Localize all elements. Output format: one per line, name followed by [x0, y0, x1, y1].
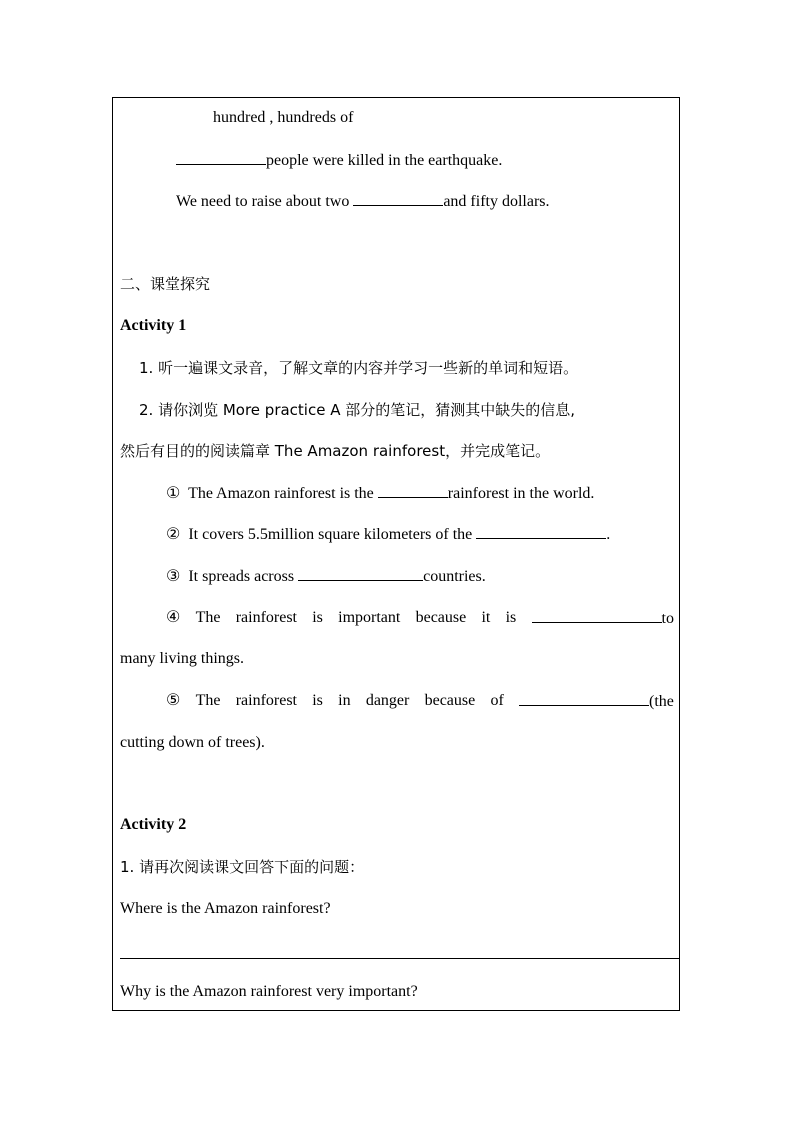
note-text: It covers 5.5million square kilometers of the [188, 526, 477, 543]
note-word: rainforest [235, 692, 297, 709]
note-text: . [606, 526, 611, 543]
activity-1-title: Activity 1 [120, 317, 187, 334]
activity-2-title: Activity 2 [120, 816, 187, 833]
vocab-example-1 [176, 150, 502, 171]
example-text: and fifty dollars. [443, 193, 550, 210]
question-1: Where is the Amazon rainforest? [120, 900, 331, 917]
activity-1-item-2-line-1: 2. 请你浏览 More practice A 部分的笔记，猜测其中缺失的信息, [139, 401, 576, 419]
note-5-line-1 [166, 691, 674, 712]
note-word: is [312, 609, 323, 626]
example-text: people were killed in the earthquake. [266, 152, 503, 169]
vocab-heading: hundred , hundreds of [213, 109, 354, 126]
note-word: danger [365, 692, 410, 709]
note-word: is [312, 692, 323, 709]
fill-blank[interactable] [519, 691, 649, 706]
note-word: it [481, 609, 491, 626]
note-5-line-2: cutting down of trees). [120, 734, 265, 751]
activity-1-item-1: 1. 听一遍课文录音，了解文章的内容并学习一些新的单词和短语。 [139, 359, 579, 377]
note-marker: ③ [166, 568, 181, 585]
note-word: of [490, 692, 504, 709]
section-title: 二、课堂探究 [120, 275, 211, 293]
note-text: The Amazon rainforest is the [188, 485, 378, 502]
note-text: It spreads across [188, 568, 299, 585]
note-1 [166, 483, 594, 504]
note-4-line-2: many living things. [120, 650, 244, 667]
note-4-line-1 [166, 608, 674, 629]
note-3 [166, 566, 486, 587]
note-word: The [195, 609, 221, 626]
note-marker: ④ [166, 609, 181, 626]
question-2: Why is the Amazon rainforest very important? [120, 983, 418, 1000]
vocab-example-2 [176, 191, 550, 212]
note-marker: ① [166, 485, 181, 502]
note-word: rainforest [235, 609, 297, 626]
fill-blank[interactable] [532, 608, 662, 623]
note-word: because [415, 609, 467, 626]
fill-blank[interactable] [298, 566, 423, 581]
note-word: (the [649, 693, 674, 710]
activity-1-item-2-line-2: 然后有目的的阅读篇章 The Amazon rainforest，并完成笔记。 [120, 442, 551, 460]
fill-blank[interactable] [378, 483, 448, 498]
answer-line[interactable] [120, 958, 680, 959]
note-marker: ② [166, 526, 181, 543]
fill-blank[interactable] [476, 524, 606, 539]
note-text: rainforest in the world. [447, 485, 595, 502]
fill-blank[interactable] [176, 150, 266, 165]
note-word: important [338, 609, 401, 626]
note-text: countries. [423, 568, 486, 585]
fill-blank[interactable] [353, 191, 443, 206]
activity-2-item-1: 1. 请再次阅读课文回答下面的问题： [120, 858, 365, 876]
note-word: in [338, 692, 351, 709]
note-word: to [661, 610, 674, 627]
note-marker: ⑤ [166, 692, 181, 709]
note-word: The [195, 692, 221, 709]
note-word: is [505, 609, 517, 626]
example-text: We need to raise about two [176, 193, 354, 210]
note-word: because [424, 692, 476, 709]
note-2 [166, 524, 610, 545]
